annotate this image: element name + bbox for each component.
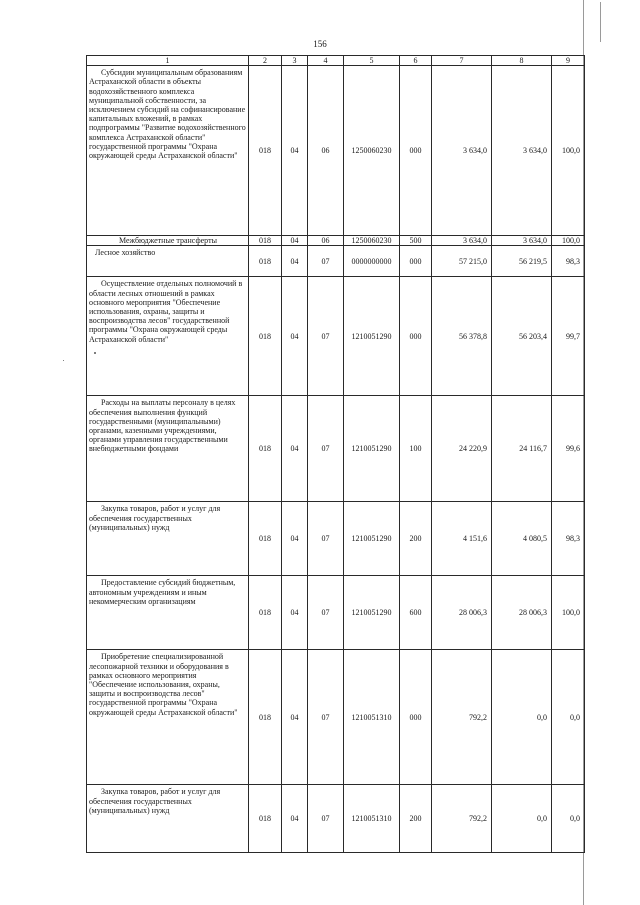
actual-amount-cell: 4 080,5 [492, 502, 552, 576]
podrazdel-cell: 07 [308, 650, 344, 785]
expense-type-cell: 100 [400, 396, 432, 502]
table-row [87, 785, 585, 853]
row-name: Расходы на выплаты персоналу в целях обеспечения выполнения функций государственными (муниципальными) органами, казенными учреждениями, органами управления государственными внебюджетными фондами [89, 398, 236, 454]
row-name-cell [87, 576, 249, 650]
actual-amount-cell: 0,0 [492, 650, 552, 785]
row-name: Осуществление отдельных полномочий в области лесных отношений в рамках основного мероприятия "Обеспечение использования, охраны, защиты и воспроизводства лесов" государственной программы "Охрана окружающей среды Астраханской области" [89, 279, 243, 344]
target-article-cell: 1210051290 [344, 502, 400, 576]
column-header: 4 [308, 56, 344, 66]
table-row [87, 502, 585, 576]
actual-amount-cell: 28 006,3 [492, 576, 552, 650]
razdel-cell: 04 [282, 650, 308, 785]
table-row [87, 236, 585, 246]
target-article-cell: 0000000000 [344, 246, 400, 277]
ved-cell: 018 [249, 502, 282, 576]
expense-type-cell: 000 [400, 66, 432, 236]
execution-percent-cell: 0,0 [552, 785, 585, 853]
razdel-cell: 04 [282, 785, 308, 853]
target-article-cell: 1250060230 [344, 236, 400, 246]
razdel-cell: 04 [282, 396, 308, 502]
podrazdel-cell: 07 [308, 396, 344, 502]
row-name-cell [87, 502, 249, 576]
execution-percent-cell: 100,0 [552, 576, 585, 650]
planned-amount-cell: 57 215,0 [432, 246, 492, 277]
row-name: Предоставление субсидий бюджетным, автономным учреждениям и иным некоммерческим организациям [89, 578, 236, 606]
row-name: Межбюджетные трансферты [119, 236, 217, 246]
planned-amount-cell: 3 634,0 [432, 66, 492, 236]
table-row [87, 277, 585, 396]
scan-speck [63, 360, 64, 361]
razdel-cell: 04 [282, 502, 308, 576]
column-header: 1 [87, 56, 249, 66]
target-article-cell: 1210051290 [344, 277, 400, 396]
table-row [87, 66, 585, 236]
column-header: 9 [552, 56, 585, 66]
row-name-cell [87, 236, 249, 246]
planned-amount-cell: 4 151,6 [432, 502, 492, 576]
row-name-cell [87, 650, 249, 785]
razdel-cell: 04 [282, 236, 308, 246]
row-name: Приобретение специализированной лесопожарной техники и оборудования в рамках основного мероприятия "Обеспечение использования, охраны, защиты и воспроизводства лесов" государственной программы "Охрана окружающей среды Астраханской области" [89, 652, 238, 717]
expense-type-cell: 500 [400, 236, 432, 246]
row-name: Закупка товаров, работ и услуг для обеспечения государственных (муниципальных) нужд [89, 787, 221, 815]
column-header: 3 [282, 56, 308, 66]
podrazdel-cell: 07 [308, 502, 344, 576]
target-article-cell: 1210051310 [344, 650, 400, 785]
target-article-cell: 1250060230 [344, 66, 400, 236]
actual-amount-cell: 0,0 [492, 785, 552, 853]
planned-amount-cell: 3 634,0 [432, 236, 492, 246]
expense-type-cell: 200 [400, 502, 432, 576]
row-name: Субсидии муниципальным образованиям Астраханской области в объекты водохозяйственного комплекса муниципальной собственности, за исключением субсидий на софинансирование капитальных вложений, в рамках подпрограммы "Развитие водохозяйственного комплекса Астраханской области" государственной программы "Охрана окружающей среды Астраханской области" [89, 68, 246, 160]
execution-percent-cell: 100,0 [552, 66, 585, 236]
ved-cell: 018 [249, 277, 282, 396]
row-name-cell [87, 277, 249, 396]
ved-cell: 018 [249, 66, 282, 236]
execution-percent-cell: 99,6 [552, 396, 585, 502]
razdel-cell: 04 [282, 576, 308, 650]
table-row [87, 396, 585, 502]
column-header: 7 [432, 56, 492, 66]
execution-percent-cell: 98,3 [552, 502, 585, 576]
planned-amount-cell: 28 006,3 [432, 576, 492, 650]
row-name-cell [87, 246, 249, 277]
budget-table [86, 55, 585, 853]
podrazdel-cell: 07 [308, 277, 344, 396]
scan-artifact-line [600, 2, 601, 42]
razdel-cell: 04 [282, 246, 308, 277]
execution-percent-cell: 100,0 [552, 236, 585, 246]
actual-amount-cell: 24 116,7 [492, 396, 552, 502]
page-number: 156 [313, 39, 327, 49]
actual-amount-cell: 3 634,0 [492, 236, 552, 246]
ved-cell: 018 [249, 246, 282, 277]
execution-percent-cell: 99,7 [552, 277, 585, 396]
expense-type-cell: 000 [400, 246, 432, 277]
column-header: 8 [492, 56, 552, 66]
table-row [87, 576, 585, 650]
row-name: Закупка товаров, работ и услуг для обеспечения государственных (муниципальных) нужд [89, 504, 221, 532]
ved-cell: 018 [249, 396, 282, 502]
target-article-cell: 1210051310 [344, 785, 400, 853]
row-name-cell [87, 396, 249, 502]
podrazdel-cell: 06 [308, 66, 344, 236]
table-row [87, 246, 585, 277]
target-article-cell: 1210051290 [344, 576, 400, 650]
column-header: 5 [344, 56, 400, 66]
podrazdel-cell: 07 [308, 246, 344, 277]
actual-amount-cell: 56 203,4 [492, 277, 552, 396]
column-header: 2 [249, 56, 282, 66]
ved-cell: 018 [249, 785, 282, 853]
ved-cell: 018 [249, 236, 282, 246]
column-numbers-row [87, 56, 585, 66]
ved-cell: 018 [249, 650, 282, 785]
actual-amount-cell: 3 634,0 [492, 66, 552, 236]
table-row [87, 650, 585, 785]
execution-percent-cell: 98,3 [552, 246, 585, 277]
expense-type-cell: 600 [400, 576, 432, 650]
actual-amount-cell: 56 219,5 [492, 246, 552, 277]
target-article-cell: 1210051290 [344, 396, 400, 502]
row-name: Лесное хозяйство [95, 248, 156, 258]
execution-percent-cell: 0,0 [552, 650, 585, 785]
planned-amount-cell: 792,2 [432, 785, 492, 853]
expense-type-cell: 200 [400, 785, 432, 853]
podrazdel-cell: 06 [308, 236, 344, 246]
razdel-cell: 04 [282, 66, 308, 236]
planned-amount-cell: 792,2 [432, 650, 492, 785]
column-header: 6 [400, 56, 432, 66]
podrazdel-cell: 07 [308, 576, 344, 650]
podrazdel-cell: 07 [308, 785, 344, 853]
razdel-cell: 04 [282, 277, 308, 396]
expense-type-cell: 000 [400, 650, 432, 785]
row-name-cell [87, 785, 249, 853]
planned-amount-cell: 56 378,8 [432, 277, 492, 396]
expense-type-cell: 000 [400, 277, 432, 396]
planned-amount-cell: 24 220,9 [432, 396, 492, 502]
row-name-cell [87, 66, 249, 236]
ved-cell: 018 [249, 576, 282, 650]
